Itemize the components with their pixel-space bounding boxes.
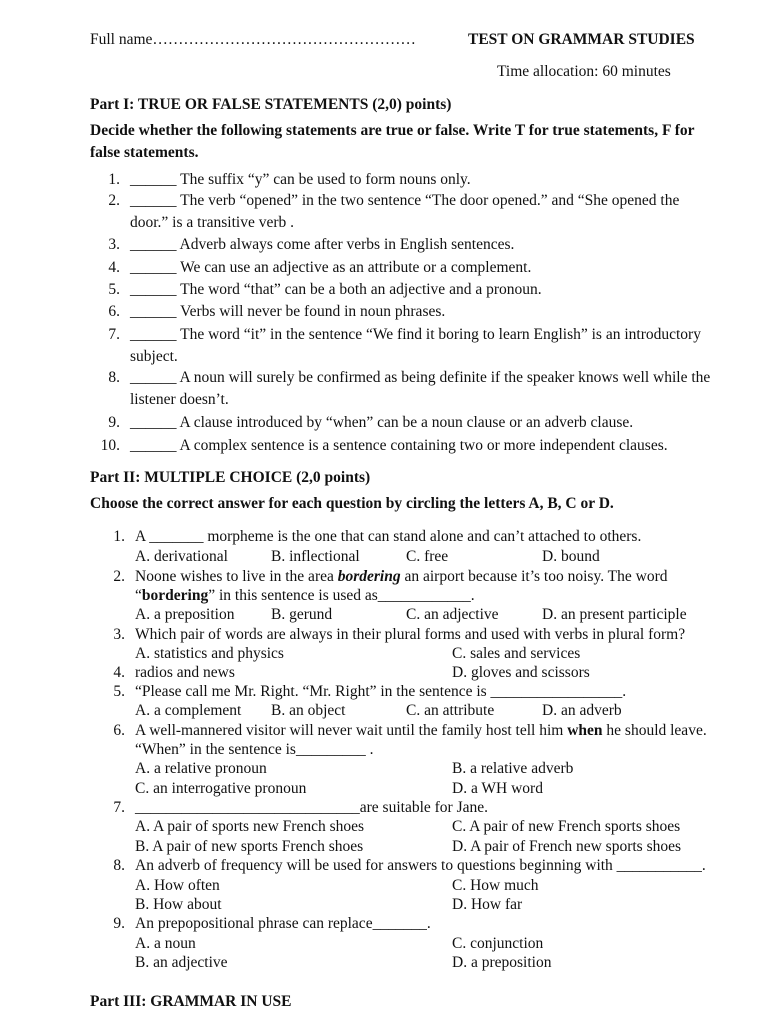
option-b[interactable]: B. gerund bbox=[271, 606, 333, 623]
text-part: Noone wishes to live in the area bbox=[135, 568, 338, 585]
option-a[interactable]: A. statistics and physics bbox=[135, 645, 284, 662]
part2-title: Part II: MULTIPLE CHOICE (2,0 points) bbox=[90, 469, 371, 486]
option-c[interactable]: C. an adjective bbox=[406, 606, 499, 623]
statement-number: 1. bbox=[108, 171, 120, 188]
text-part: he should leave. bbox=[602, 722, 707, 739]
statement-text[interactable]: ______ A noun will surely be confirmed as being definite if the speaker knows well while the bbox=[130, 369, 711, 386]
statement-number: 10. bbox=[100, 437, 120, 454]
question-number: 1. bbox=[113, 528, 125, 545]
question-number: 7. bbox=[113, 799, 125, 816]
option-d[interactable]: D. a WH word bbox=[452, 780, 543, 797]
statement-text[interactable]: ______ We can use an adjective as an attribute or a complement. bbox=[130, 259, 532, 276]
option-b[interactable]: B. an adjective bbox=[135, 954, 228, 971]
emphasized-word: bordering bbox=[141, 587, 209, 604]
statement-number: 2. bbox=[108, 192, 120, 209]
question-text: _____________________________are suitable for Jane. bbox=[135, 799, 488, 816]
question-text: radios and news bbox=[135, 664, 235, 681]
option-a[interactable]: A. a preposition bbox=[135, 606, 235, 623]
question-text bbox=[135, 722, 707, 740]
question-text: An prepopositional phrase can replace_______. bbox=[135, 915, 431, 932]
statement-text[interactable]: ______ The verb “opened” in the two sentence “The door opened.” and “She opened the bbox=[130, 192, 680, 209]
question-text: “Please call me Mr. Right. “Mr. Right” in the sentence is _________________. bbox=[135, 683, 627, 700]
option-b[interactable]: B. A pair of new sports French shoes bbox=[135, 838, 364, 855]
text-part: A well-mannered visitor will never wait until the family host tell him bbox=[135, 722, 568, 739]
question-text bbox=[135, 568, 668, 586]
option-c[interactable]: C. conjunction bbox=[452, 935, 544, 952]
text-part: “ bbox=[135, 587, 142, 604]
option-d[interactable]: D. How far bbox=[452, 896, 523, 913]
statement-text[interactable]: ______ The word “it” in the sentence “We find it boring to learn English” is an introductory bbox=[130, 326, 701, 343]
option-d[interactable]: D. A pair of French new sports shoes bbox=[452, 838, 682, 855]
question-number: 6. bbox=[113, 722, 125, 739]
option-a[interactable]: A. derivational bbox=[135, 548, 228, 565]
option-a[interactable]: A. a noun bbox=[135, 935, 196, 952]
option-d[interactable]: D. gloves and scissors bbox=[452, 664, 590, 681]
question-text-line2 bbox=[135, 587, 475, 605]
full-name-line: Full name…………………………………………… bbox=[90, 31, 416, 48]
question-number: 9. bbox=[113, 915, 125, 932]
option-d[interactable]: D. bound bbox=[542, 548, 600, 565]
option-d[interactable]: D. a preposition bbox=[452, 954, 552, 971]
statement-text-continuation: subject. bbox=[130, 348, 178, 365]
question-number: 4. bbox=[113, 664, 125, 681]
option-b[interactable]: B. inflectional bbox=[271, 548, 360, 565]
option-c[interactable]: C. free bbox=[406, 548, 449, 565]
option-c[interactable]: C. an attribute bbox=[406, 702, 495, 719]
question-number: 8. bbox=[113, 857, 125, 874]
question-number: 5. bbox=[113, 683, 125, 700]
option-b[interactable]: B. How about bbox=[135, 896, 222, 913]
text-part: ” in this sentence is used as____________. bbox=[208, 587, 475, 604]
statement-text[interactable]: ______ Adverb always come after verbs in English sentences. bbox=[130, 236, 515, 253]
emphasized-word: when bbox=[567, 722, 603, 739]
statement-number: 6. bbox=[108, 303, 120, 320]
time-allocation: Time allocation: 60 minutes bbox=[497, 63, 671, 80]
option-d[interactable]: D. an adverb bbox=[542, 702, 622, 719]
question-number: 2. bbox=[113, 568, 125, 585]
option-c[interactable]: C. an interrogative pronoun bbox=[135, 780, 307, 797]
statement-number: 7. bbox=[108, 326, 120, 343]
statement-text[interactable]: ______ A clause introduced by “when” can be a noun clause or an adverb clause. bbox=[130, 414, 634, 431]
option-a[interactable]: A. a relative pronoun bbox=[135, 760, 267, 777]
option-c[interactable]: C. sales and services bbox=[452, 645, 581, 662]
statement-number: 5. bbox=[108, 281, 120, 298]
option-c[interactable]: C. A pair of new French sports shoes bbox=[452, 818, 681, 835]
emphasized-word: bordering bbox=[337, 568, 401, 585]
part1-title: Part I: TRUE OR FALSE STATEMENTS (2,0) points) bbox=[90, 96, 452, 113]
option-b[interactable]: B. a relative adverb bbox=[452, 760, 574, 777]
statement-number: 3. bbox=[108, 236, 120, 253]
part1-instruction-line1: Decide whether the following statements are true or false. Write T for true statements, F for bbox=[90, 122, 695, 139]
statement-number: 9. bbox=[108, 414, 120, 431]
question-text: Which pair of words are always in their plural forms and used with verbs in plural form? bbox=[135, 626, 686, 643]
text-part: an airport because it’s too noisy. The word bbox=[400, 568, 668, 585]
part2-instruction: Choose the correct answer for each question by circling the letters A, B, C or D. bbox=[90, 495, 614, 512]
statement-text[interactable]: ______ The word “that” can be a both an adjective and a pronoun. bbox=[130, 281, 542, 298]
statement-text[interactable]: ______ A complex sentence is a sentence containing two or more independent clauses. bbox=[130, 437, 668, 454]
statement-text-continuation: listener doesn’t. bbox=[130, 391, 229, 408]
statement-text[interactable]: ______ Verbs will never be found in noun phrases. bbox=[130, 303, 446, 320]
question-text: An adverb of frequency will be used for answers to questions beginning with ___________. bbox=[135, 857, 706, 874]
test-title: TEST ON GRAMMAR STUDIES bbox=[468, 31, 695, 48]
question-text-line2: “When” in the sentence is_________ . bbox=[135, 741, 374, 758]
option-c[interactable]: C. How much bbox=[452, 877, 539, 894]
option-b[interactable]: B. an object bbox=[271, 702, 346, 719]
statement-text[interactable]: ______ The suffix “y” can be used to form nouns only. bbox=[130, 171, 471, 188]
statement-text-continuation: door.” is a transitive verb . bbox=[130, 214, 294, 231]
statement-number: 8. bbox=[108, 369, 120, 386]
part1-instruction-line2: false statements. bbox=[90, 144, 199, 161]
part3-title: Part III: GRAMMAR IN USE bbox=[90, 993, 292, 1010]
option-a[interactable]: A. A pair of sports new French shoes bbox=[135, 818, 365, 835]
option-a[interactable]: A. a complement bbox=[135, 702, 242, 719]
option-d[interactable]: D. an present participle bbox=[542, 606, 687, 623]
option-a[interactable]: A. How often bbox=[135, 877, 220, 894]
statement-number: 4. bbox=[108, 259, 120, 276]
question-number: 3. bbox=[113, 626, 125, 643]
question-text: A _______ morpheme is the one that can stand alone and can’t attached to others. bbox=[135, 528, 642, 545]
